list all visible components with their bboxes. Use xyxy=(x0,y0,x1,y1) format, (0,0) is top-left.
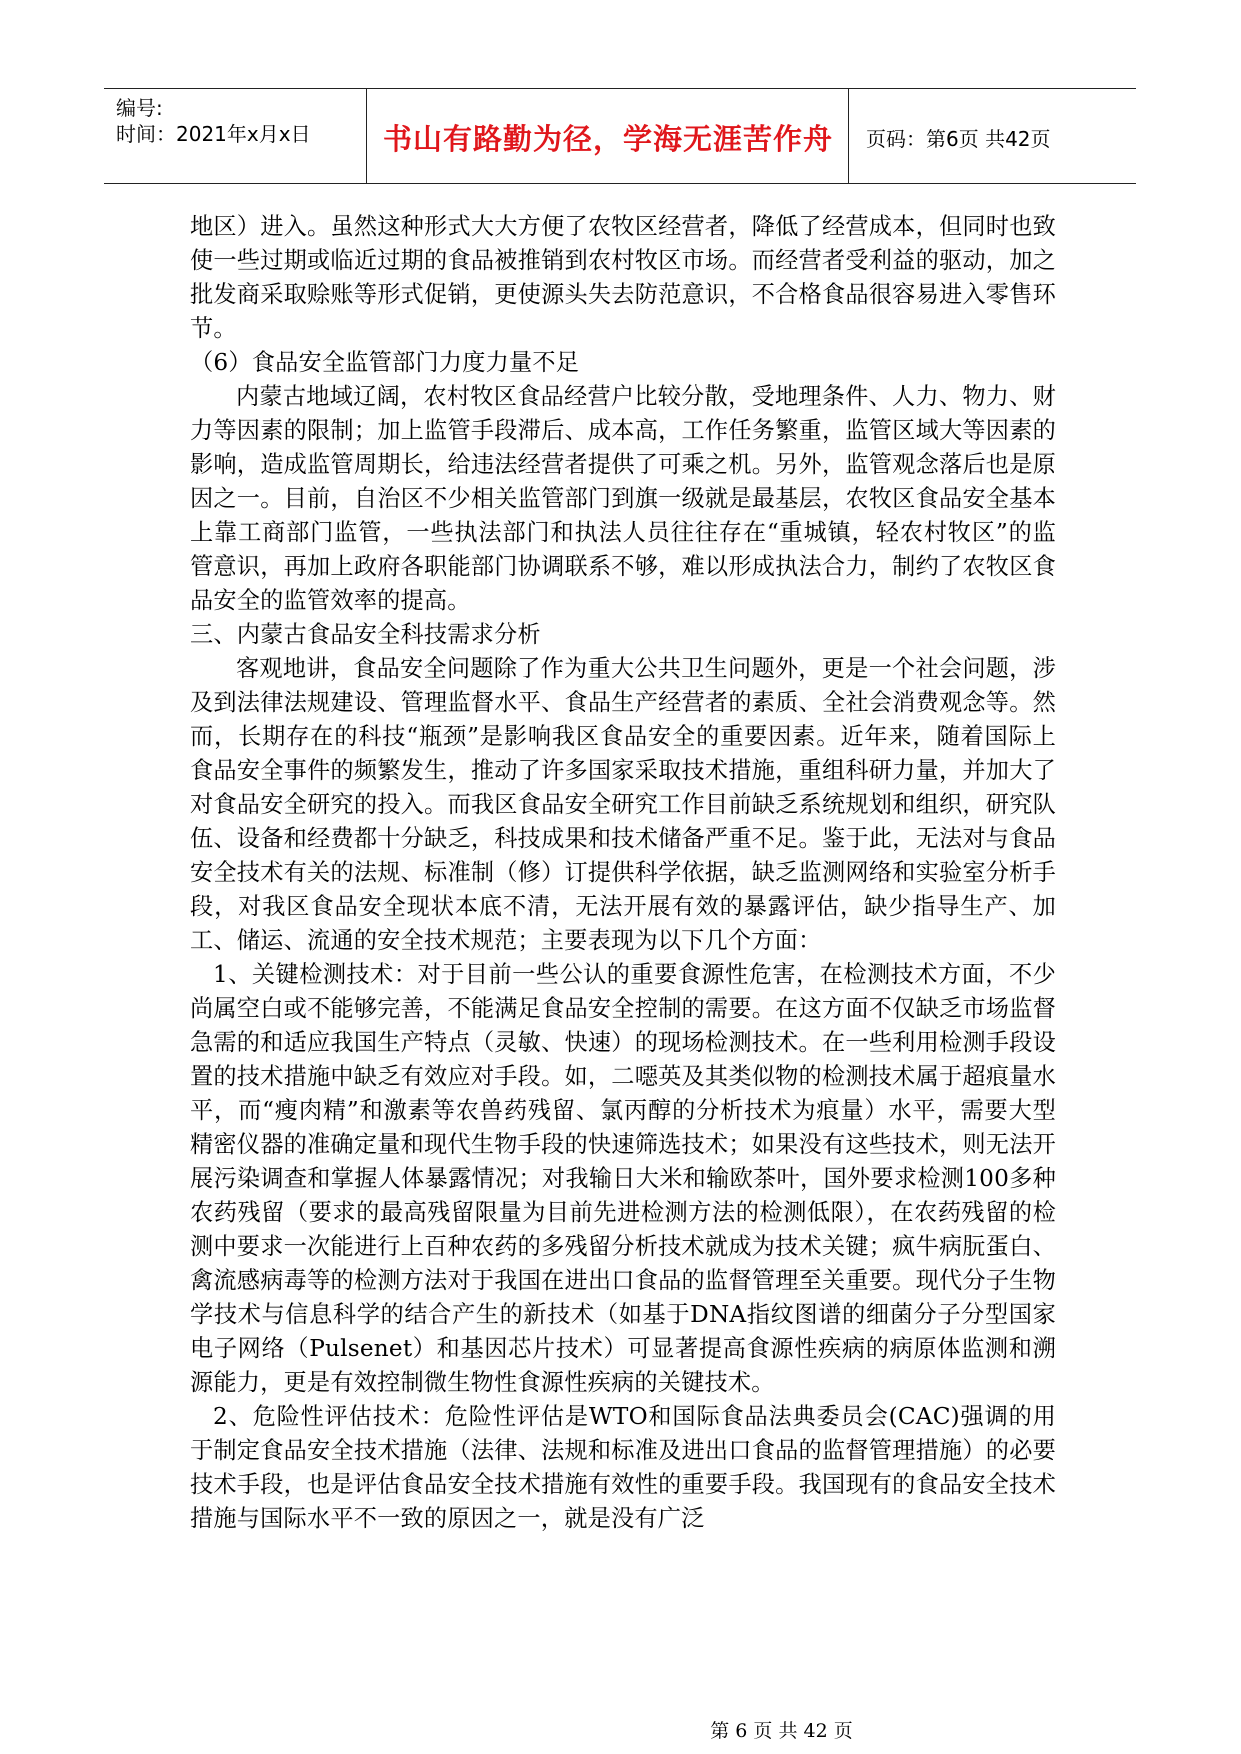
paragraph-analysis: 客观地讲，食品安全问题除了作为重大公共卫生问题外，更是一个社会问题，涉及到法律法规建设、管理监督水平、食品生产经营者的素质、全社会消费观念等。然而，长期存在的科技“瓶颈”是影响我区食品安全的重要因素。近年来，随着国际上食品安全事件的频繁发生，推动了许多国家采取技术措施，重组科研力量，并加大了对食品安全研究的投入。而我区食品安全研究工作目前缺乏系统规划和组织，研究队伍、设备和经费都十分缺乏，科技成果和技术储备严重不足。鉴于此，无法对与食品安全技术有关的法规、标准制（修）订提供科学依据，缺乏监测网络和实验室分析手段，对我区食品安全现状本底不清，无法开展有效的暴露评估，缺少指导生产、加工、储运、流通的安全技术规范；主要表现为以下几个方面： xyxy=(190,655,1056,954)
paragraph-continuation: 地区）进入。虽然这种形式大大方便了农牧区经营者，降低了经营成本，但同时也致使一些过期或临近过期的食品被推销到农村牧区市场。而经营者受利益的驱动，加之批发商采取赊账等形式促销，更使源头失去防范意识，不合格食品很容易进入零售环节。 xyxy=(190,213,1056,342)
paragraph-risk-assessment: 2、危险性评估技术：危险性评估是WTO和国际食品法典委员会(CAC)强调的用于制定食品安全技术措施（法律、法规和标准及进出口食品的监督管理措施）的必要技术手段，也是评估食品安全技术措施有效性的重要手段。我国现有的食品安全技术措施与国际水平不一致的原因之一，就是没有广泛 xyxy=(190,1403,1056,1532)
page-header xyxy=(104,88,1136,184)
header-motto: 书山有路勤为径，学海无涯苦作舟 xyxy=(382,122,833,156)
section-heading-3: 三、内蒙古食品安全科技需求分析 xyxy=(190,621,541,648)
section-heading-6: （6）食品安全监管部门力度力量不足 xyxy=(190,349,580,376)
header-divider-right xyxy=(848,89,849,183)
time-label: 时间：2021年x月x日 xyxy=(116,122,311,146)
header-page-info: 页码：第6页 共42页 xyxy=(866,127,1051,151)
page-footer xyxy=(0,1716,1241,1743)
paragraph-regulation: 内蒙古地域辽阔，农村牧区食品经营户比较分散，受地理条件、人力、物力、财力等因素的限制；加上监管手段滞后、成本高，工作任务繁重，监管区域大等因素的影响，造成监管周期长，给违法经营者提供了可乘之机。另外，监管观念落后也是原因之一。目前，自治区不少相关监管部门到旗一级就是最基层，农牧区食品安全基本上靠工商部门监管，一些执法部门和执法人员往往存在“重城镇，轻农村牧区”的监管意识，再加上政府各职能部门协调联系不够，难以形成执法合力，制约了农牧区食品安全的监管效率的提高。 xyxy=(190,383,1056,614)
paragraph-detection-tech: 1、关键检测技术：对于目前一些公认的重要食源性危害，在检测技术方面，不少尚属空白或不能够完善，不能满足食品安全控制的需要。在这方面不仅缺乏市场监督急需的和适应我国生产特点（灵敏、快速）的现场检测技术。在一些利用检测手段设置的技术措施中缺乏有效应对手段。如，二噁英及其类似物的检测技术属于超痕量水平，而“瘦肉精”和激素等农兽药残留、氯丙醇的分析技术为痕量）水平，需要大型精密仪器的准确定量和现代生物手段的快速筛选技术；如果没有这些技术，则无法开展污染调查和掌握人体暴露情况；对我输日大米和输欧茶叶，国外要求检测100多种农药残留（要求的最高残留限量为目前先进检测方法的检测低限），在农药残留的检测中要求一次能进行上百种农药的多残留分析技术就成为技术关键；疯牛病朊蛋白、禽流感病毒等的检测方法对于我国在进出口食品的监督管理至关重要。现代分子生物学技术与信息科学的结合产生的新技术（如基于DNA指纹图谱的细菌分子分型国家电子网络（Pulsenet）和基因芯片技术）可显著提高食源性疾病的病原体监测和溯源能力，更是有效控制微生物性食源性疾病的关键技术。 xyxy=(190,961,1056,1396)
document-body xyxy=(190,210,1056,1536)
header-left-info xyxy=(116,95,311,147)
number-label: 编号: xyxy=(116,96,163,120)
header-divider-left xyxy=(366,89,367,183)
footer-page-number: 第 6 页 共 42 页 xyxy=(710,1720,853,1742)
